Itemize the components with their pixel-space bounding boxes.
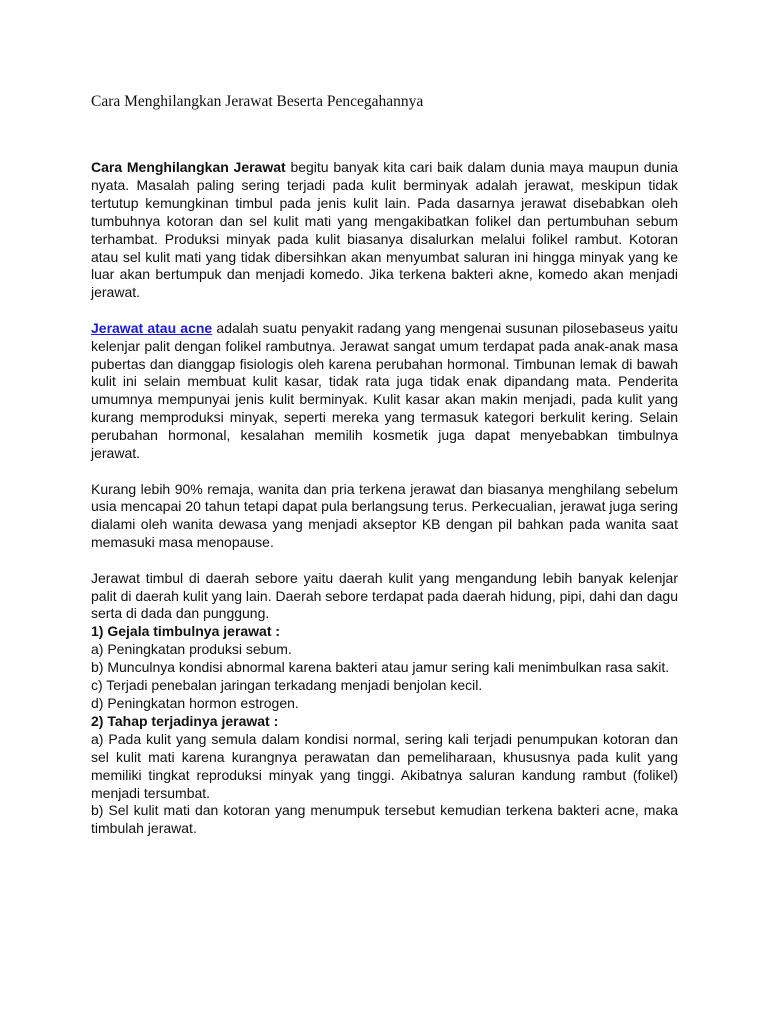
- list-item: b) Sel kulit mati dan kotoran yang menumpuk tersebut kemudian terkena bakteri acne, maka timbulah jerawat.: [91, 802, 678, 837]
- list-item: b) Munculnya kondisi abnormal karena bakteri atau jamur sering kali menimbulkan rasa sakit.: [91, 659, 670, 676]
- list-item: d) Peningkatan hormon estrogen.: [91, 694, 299, 711]
- paragraph-intro-text: begitu banyak kita cari baik dalam dunia maya maupun dunia nyata. Masalah paling sering terjadi pada kulit berminyak adalah jerawat, meskipun tidak tertutup kemungkinan timbul pada jenis kulit lain. Pada dasarnya jerawat disebabkan oleh tumbuhnya kotoran dan sel kulit mati yang mengakibatkan folikel dan pertumbuhan sebum terhambat. Produksi minyak pada kulit biasanya disalurkan melalui folikel rambut. Kotoran atau sel kulit mati yang tidak dibersihkan akan menyumbat saluran ini hingga minyak yang ke luar akan bertumpuk dan menjadi komedo. Jika terkena bakteri akne, komedo akan menjadi jerawat.: [91, 159, 679, 301]
- list-item: c) Terjadi penebalan jaringan terkadang menjadi benjolan kecil.: [91, 677, 483, 694]
- document-title: Cara Menghilangkan Jerawat Beserta Pencegahannya: [91, 93, 424, 110]
- paragraph-prevalence: Kurang lebih 90% remaja, wanita dan pria terkena jerawat dan biasanya menghilang sebelum usia mencapai 20 tahun tetapi dapat pula berlangsung terus. Perkecualian, jerawat juga sering dialami oleh wanita dewasa yang menjadi akseptor KB dengan pil bahkan pada wanita saat memasuki masa menopause.: [91, 480, 678, 551]
- paragraph-sebore: Jerawat timbul di daerah sebore yaitu daerah kulit yang mengandung lebih banyak kelenjar palit di daerah kulit yang lain. Daerah sebore terdapat pada daerah hidung, pipi, dahi dan dagu serta di dada dan punggung.: [91, 569, 678, 622]
- section-symptoms: [91, 623, 678, 713]
- paragraph-intro: [91, 159, 678, 302]
- document-page: [91, 92, 678, 838]
- section-stages-heading: 2) Tahap terjadinya jerawat :: [91, 712, 279, 729]
- jerawat-acne-link[interactable]: Jerawat atau acne: [91, 319, 213, 336]
- list-item: a) Pada kulit yang semula dalam kondisi normal, sering kali terjadi penumpukan kotoran dan sel kulit mati karena kurangnya perawatan dan pemeliharaan, khususnya pada kulit yang memiliki tingkat reproduksi minyak yang tinggi. Akibatnya saluran kandung rambut (folikel) menjadi tersumbat.: [91, 730, 678, 801]
- list-item: a) Peningkatan produksi sebum.: [91, 641, 292, 658]
- paragraph-intro-lead: Cara Menghilangkan Jerawat: [91, 159, 286, 175]
- paragraph-acne-definition-text: adalah suatu penyakit radang yang mengenai susunan pilosebaseus yaitu kelenjar palit dengan folikel rambutnya. Jerawat sangat umum terdapat pada anak-anak masa pubertas dan dianggap fisiologis oleh karena perubahan hormonal. Timbunan lemak di bawah kulit ini selain membuat kulit kasar, tidak rata juga tidak enak dipandang mata. Penderita umumnya mempunyai jenis kulit berminyak. Kulit kasar akan makin menjadi, pada kulit yang kurang memproduksi minyak, seperti mereka yang termasuk kategori berkulit kering. Selain perubahan hormonal, kesalahan memilih kosmetik juga dapat menyebabkan timbulnya jerawat.: [91, 319, 678, 462]
- section-symptoms-heading: 1) Gejala timbulnya jerawat :: [91, 623, 281, 640]
- section-stages: [91, 713, 678, 838]
- paragraph-acne-definition: [91, 320, 678, 463]
